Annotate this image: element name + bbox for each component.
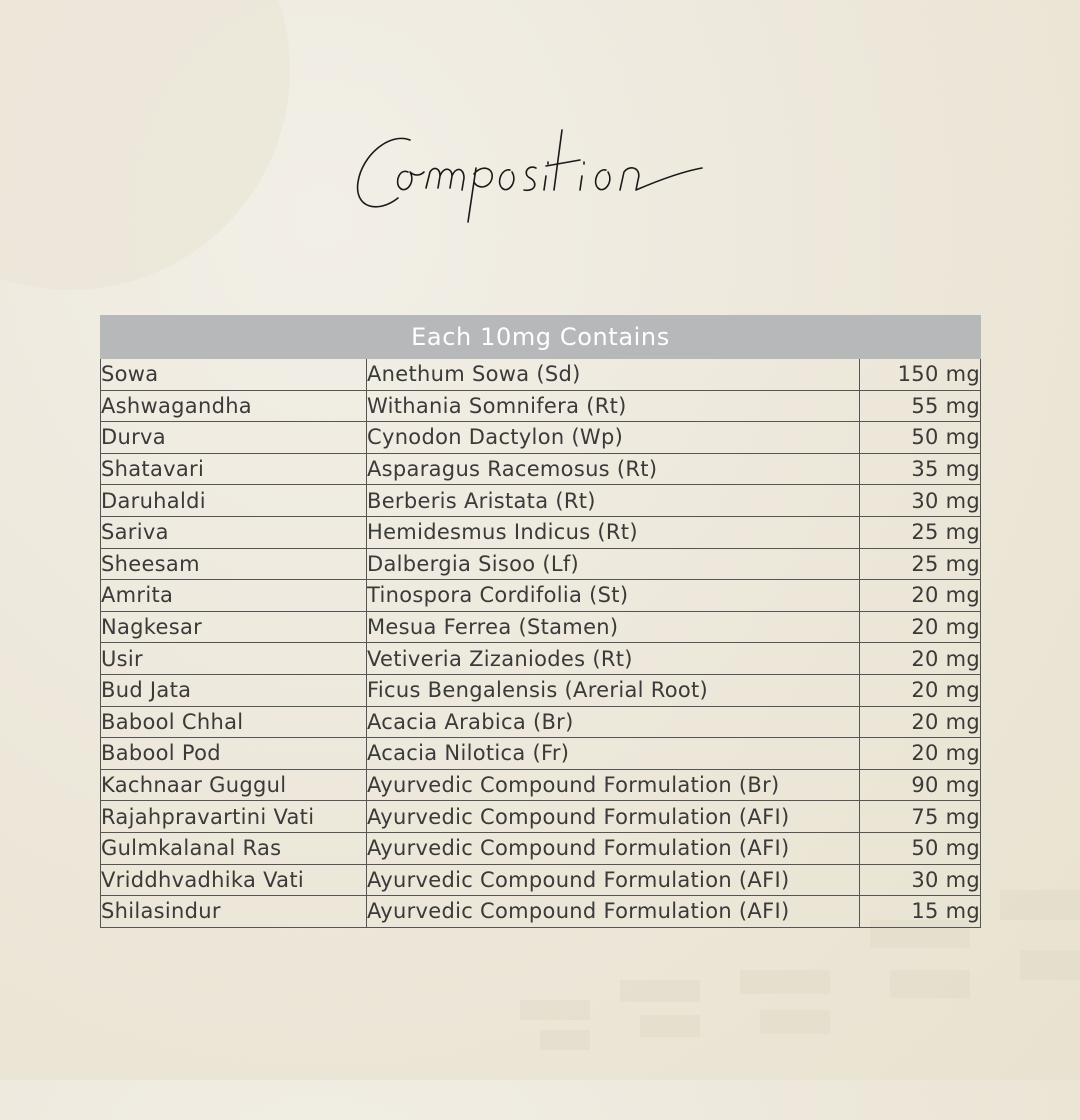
table-row [101, 611, 981, 643]
scientific-name-cell: Berberis Aristata (Rt) [367, 485, 860, 517]
table-row [101, 580, 981, 612]
table-row [101, 643, 981, 675]
ingredient-name-cell: Shilasindur [101, 896, 367, 928]
ingredient-name-cell: Sowa [101, 359, 367, 391]
ingredient-name-cell: Vriddhvadhika Vati [101, 864, 367, 896]
quantity-cell: 150 mg [860, 359, 981, 391]
scientific-name-cell: Ficus Bengalensis (Arerial Root) [367, 674, 860, 706]
scientific-name-cell: Tinospora Cordifolia (St) [367, 580, 860, 612]
ingredient-name-cell: Sheesam [101, 548, 367, 580]
ingredient-name-cell: Gulmkalanal Ras [101, 832, 367, 864]
quantity-cell: 30 mg [860, 485, 981, 517]
ingredient-name-cell: Daruhaldi [101, 485, 367, 517]
ingredient-name-cell: Sariva [101, 516, 367, 548]
ingredient-name-cell: Shatavari [101, 453, 367, 485]
table-row [101, 422, 981, 454]
table-row [101, 453, 981, 485]
scientific-name-cell: Withania Somnifera (Rt) [367, 390, 860, 422]
table-body [101, 359, 981, 928]
composition-title [0, 110, 1080, 240]
table-row [101, 896, 981, 928]
ingredient-name-cell: Babool Pod [101, 738, 367, 770]
table-row [101, 548, 981, 580]
scientific-name-cell: Anethum Sowa (Sd) [367, 359, 860, 391]
scientific-name-cell: Dalbergia Sisoo (Lf) [367, 548, 860, 580]
scientific-name-cell: Ayurvedic Compound Formulation (AFI) [367, 864, 860, 896]
scientific-name-cell: Cynodon Dactylon (Wp) [367, 422, 860, 454]
ingredient-name-cell: Nagkesar [101, 611, 367, 643]
quantity-cell: 20 mg [860, 706, 981, 738]
scientific-name-cell: Ayurvedic Compound Formulation (AFI) [367, 801, 860, 833]
scientific-name-cell: Ayurvedic Compound Formulation (AFI) [367, 896, 860, 928]
scientific-name-cell: Ayurvedic Compound Formulation (Br) [367, 769, 860, 801]
table-row [101, 390, 981, 422]
table-row [101, 801, 981, 833]
quantity-cell: 90 mg [860, 769, 981, 801]
quantity-cell: 15 mg [860, 896, 981, 928]
quantity-cell: 20 mg [860, 611, 981, 643]
ingredient-name-cell: Rajahpravartini Vati [101, 801, 367, 833]
ingredient-name-cell: Amrita [101, 580, 367, 612]
ingredient-name-cell: Usir [101, 643, 367, 675]
scientific-name-cell: Acacia Nilotica (Fr) [367, 738, 860, 770]
ingredient-name-cell: Babool Chhal [101, 706, 367, 738]
table-row [101, 516, 981, 548]
scientific-name-cell: Ayurvedic Compound Formulation (AFI) [367, 832, 860, 864]
ingredient-name-cell: Kachnaar Guggul [101, 769, 367, 801]
ingredient-name-cell: Ashwagandha [101, 390, 367, 422]
quantity-cell: 30 mg [860, 864, 981, 896]
quantity-cell: 75 mg [860, 801, 981, 833]
table-row [101, 832, 981, 864]
ingredient-name-cell: Durva [101, 422, 367, 454]
scientific-name-cell: Hemidesmus Indicus (Rt) [367, 516, 860, 548]
composition-table [100, 315, 981, 928]
scientific-name-cell: Mesua Ferrea (Stamen) [367, 611, 860, 643]
quantity-cell: 20 mg [860, 643, 981, 675]
table-header: Each 10mg Contains [101, 316, 981, 359]
scientific-name-cell: Acacia Arabica (Br) [367, 706, 860, 738]
table-row [101, 738, 981, 770]
table-row [101, 485, 981, 517]
quantity-cell: 20 mg [860, 738, 981, 770]
table-row [101, 706, 981, 738]
quantity-cell: 25 mg [860, 548, 981, 580]
table-row [101, 864, 981, 896]
table-row [101, 769, 981, 801]
ingredient-name-cell: Bud Jata [101, 674, 367, 706]
table-row [101, 674, 981, 706]
quantity-cell: 50 mg [860, 832, 981, 864]
table-header-row [101, 316, 981, 359]
quantity-cell: 50 mg [860, 422, 981, 454]
quantity-cell: 35 mg [860, 453, 981, 485]
quantity-cell: 20 mg [860, 580, 981, 612]
table-row [101, 359, 981, 391]
quantity-cell: 55 mg [860, 390, 981, 422]
quantity-cell: 20 mg [860, 674, 981, 706]
scientific-name-cell: Vetiveria Zizaniodes (Rt) [367, 643, 860, 675]
scientific-name-cell: Asparagus Racemosus (Rt) [367, 453, 860, 485]
composition-script-lettering [350, 110, 730, 230]
quantity-cell: 25 mg [860, 516, 981, 548]
